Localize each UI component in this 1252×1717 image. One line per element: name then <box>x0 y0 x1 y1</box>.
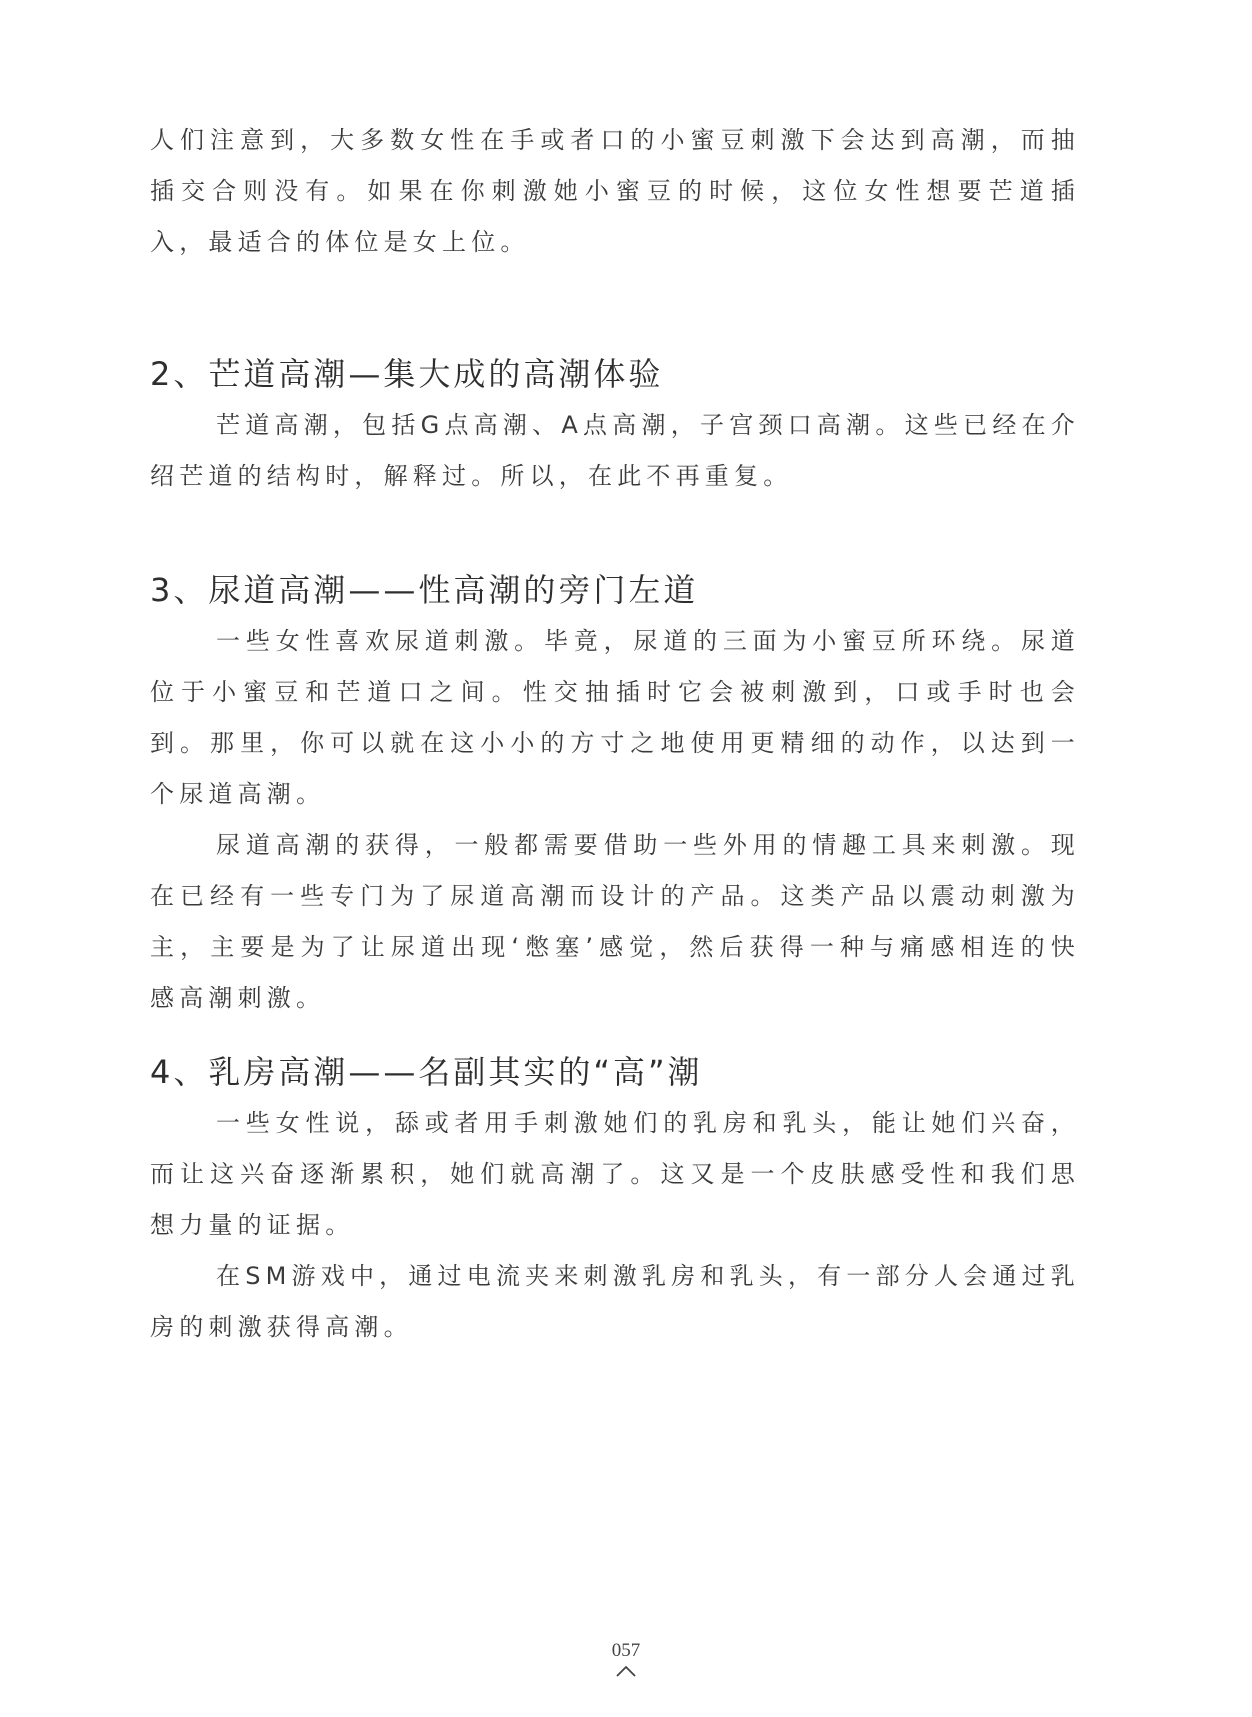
section-3-heading: 3、尿道高潮——性高潮的旁门左道 <box>150 571 699 609</box>
section-3 <box>150 566 1080 1024</box>
intro-paragraph: 人们注意到，大多数女性在手或者口的小蜜豆刺激下会达到高潮，而抽插交合则没有。如果在你刺激她小蜜豆的时候，这位女性想要芒道插入，最适合的体位是女上位。 <box>150 126 1080 256</box>
section-3-paragraph-1: 一些女性喜欢尿道刺激。毕竟，尿道的三面为小蜜豆所环绕。尿道位于小蜜豆和芒道口之间。性交抽插时它会被刺激到，口或手时也会到。那里，你可以就在这小小的方寸之地使用更精细的动作，以达到一个尿道高潮。 <box>150 627 1080 808</box>
section-4-heading: 4、乳房高潮——名副其实的“高”潮 <box>150 1053 703 1091</box>
intro-block <box>150 115 1080 268</box>
section-3-paragraph-2: 尿道高潮的获得，一般都需要借助一些外用的情趣工具来刺激。现在已经有一些专门为了尿道高潮而设计的产品。这类产品以震动刺激为主，主要是为了让尿道出现‘憋塞’感觉，然后获得一种与痛感相连的快感高潮刺激。 <box>150 831 1080 1012</box>
section-2-heading: 2、芒道高潮—集大成的高潮体验 <box>150 355 664 393</box>
section-4-paragraph-1: 一些女性说，舔或者用手刺激她们的乳房和乳头，能让她们兴奋，而让这兴奋逐渐累积，她们就高潮了。这又是一个皮肤感受性和我们思想力量的证据。 <box>150 1109 1080 1239</box>
section-4-paragraph-2: 在SM游戏中，通过电流夹来刺激乳房和乳头，有一部分人会通过乳房的刺激获得高潮。 <box>150 1262 1080 1341</box>
section-4 <box>150 1048 1080 1353</box>
caret-up-icon <box>614 1664 638 1678</box>
section-2-paragraph-1: 芒道高潮，包括G点高潮、A点高潮，子宫颈口高潮。这些已经在介绍芒道的结构时，解释过。所以，在此不再重复。 <box>150 411 1080 490</box>
page-footer <box>0 1640 1252 1678</box>
section-2 <box>150 350 1080 502</box>
page-number: 057 <box>611 1640 641 1661</box>
